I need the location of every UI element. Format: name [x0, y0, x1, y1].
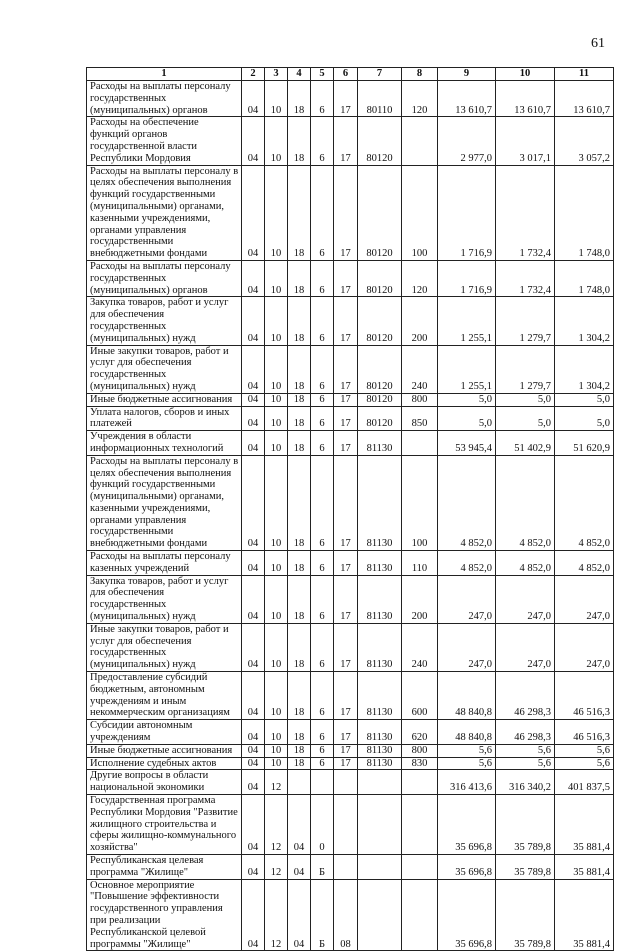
- header-cell: 8: [402, 68, 438, 81]
- subprogram-cell: 6: [311, 117, 334, 165]
- program-cell: 04: [288, 795, 311, 855]
- table-row: [87, 297, 614, 345]
- row-name-cell: Другие вопросы в области национальной экономики: [87, 770, 242, 795]
- expense-type-cell: [402, 431, 438, 456]
- direction-cell: 80120: [358, 260, 402, 296]
- row-name-cell: Иные бюджетные ассигнования: [87, 744, 242, 757]
- amount-year3-cell: 1 304,2: [555, 297, 614, 345]
- expense-type-cell: 100: [402, 455, 438, 550]
- direction-cell: 80110: [358, 81, 402, 117]
- header-cell: 4: [288, 68, 311, 81]
- event-cell: 17: [334, 117, 358, 165]
- table-row: [87, 551, 614, 576]
- direction-cell: 81130: [358, 744, 402, 757]
- program-cell: 18: [288, 757, 311, 770]
- row-name-cell: Расходы на выплаты персоналу государственных (муниципальных) органов: [87, 81, 242, 117]
- table-row: [87, 431, 614, 456]
- direction-cell: 81130: [358, 551, 402, 576]
- direction-cell: 80120: [358, 117, 402, 165]
- section-cell: 04: [242, 744, 265, 757]
- subsection-cell: 12: [265, 795, 288, 855]
- amount-year2-cell: 5,0: [496, 406, 555, 431]
- amount-year2-cell: 46 298,3: [496, 720, 555, 745]
- event-cell: 17: [334, 393, 358, 406]
- section-cell: 04: [242, 720, 265, 745]
- amount-year2-cell: 3 017,1: [496, 117, 555, 165]
- budget-table: [86, 67, 614, 951]
- amount-year3-cell: 4 852,0: [555, 455, 614, 550]
- header-cell: 1: [87, 68, 242, 81]
- section-cell: 04: [242, 623, 265, 671]
- subsection-cell: 10: [265, 81, 288, 117]
- program-cell: 18: [288, 720, 311, 745]
- direction-cell: 80120: [358, 393, 402, 406]
- amount-year1-cell: 4 852,0: [438, 551, 496, 576]
- section-cell: 04: [242, 81, 265, 117]
- direction-cell: 81130: [358, 672, 402, 720]
- amount-year1-cell: 35 696,8: [438, 795, 496, 855]
- amount-year2-cell: 1 279,7: [496, 297, 555, 345]
- table-row: [87, 879, 614, 951]
- event-cell: 17: [334, 81, 358, 117]
- amount-year1-cell: 53 945,4: [438, 431, 496, 456]
- program-cell: 18: [288, 551, 311, 576]
- direction-cell: 81130: [358, 575, 402, 623]
- subsection-cell: 10: [265, 345, 288, 393]
- section-cell: 04: [242, 855, 265, 880]
- row-name-cell: Расходы на выплаты персоналу в целях обеспечения выполнения функций государственными (муниципальными) органами, казенными учреждениями, органами управления государственными внебюджетными фондами: [87, 455, 242, 550]
- event-cell: 17: [334, 431, 358, 456]
- section-cell: 04: [242, 795, 265, 855]
- amount-year2-cell: 13 610,7: [496, 81, 555, 117]
- expense-type-cell: 240: [402, 623, 438, 671]
- amount-year1-cell: 35 696,8: [438, 855, 496, 880]
- row-name-cell: Основное мероприятие "Повышение эффективности государственного управления при реализации Республиканской целевой программы "Жилище": [87, 879, 242, 951]
- expense-type-cell: 110: [402, 551, 438, 576]
- amount-year3-cell: 51 620,9: [555, 431, 614, 456]
- table-row: [87, 757, 614, 770]
- direction-cell: 81130: [358, 720, 402, 745]
- event-cell: 17: [334, 623, 358, 671]
- subprogram-cell: 6: [311, 623, 334, 671]
- amount-year2-cell: 316 340,2: [496, 770, 555, 795]
- amount-year1-cell: 5,6: [438, 744, 496, 757]
- section-cell: 04: [242, 260, 265, 296]
- program-cell: 04: [288, 855, 311, 880]
- expense-type-cell: [402, 117, 438, 165]
- amount-year1-cell: 247,0: [438, 623, 496, 671]
- program-cell: 18: [288, 81, 311, 117]
- amount-year3-cell: 46 516,3: [555, 672, 614, 720]
- row-name-cell: Закупка товаров, работ и услуг для обеспечения государственных (муниципальных) нужд: [87, 297, 242, 345]
- row-name-cell: Иные бюджетные ассигнования: [87, 393, 242, 406]
- amount-year3-cell: 5,6: [555, 744, 614, 757]
- amount-year1-cell: 1 255,1: [438, 297, 496, 345]
- expense-type-cell: 100: [402, 165, 438, 260]
- expense-type-cell: 800: [402, 393, 438, 406]
- direction-cell: 81130: [358, 757, 402, 770]
- amount-year3-cell: 5,0: [555, 406, 614, 431]
- subprogram-cell: 6: [311, 672, 334, 720]
- subprogram-cell: 6: [311, 345, 334, 393]
- amount-year2-cell: 1 732,4: [496, 260, 555, 296]
- amount-year1-cell: 4 852,0: [438, 455, 496, 550]
- subprogram-cell: 6: [311, 393, 334, 406]
- subprogram-cell: 6: [311, 165, 334, 260]
- table-row: [87, 672, 614, 720]
- event-cell: 17: [334, 297, 358, 345]
- subprogram-cell: 6: [311, 455, 334, 550]
- row-name-cell: Расходы на выплаты персоналу в целях обеспечения выполнения функций государственными (муниципальными) органами, казенными учреждениями, органами управления государственными внебюджетными фондами: [87, 165, 242, 260]
- event-cell: 17: [334, 345, 358, 393]
- amount-year3-cell: 35 881,4: [555, 795, 614, 855]
- subsection-cell: 10: [265, 757, 288, 770]
- amount-year3-cell: 4 852,0: [555, 551, 614, 576]
- amount-year2-cell: 35 789,8: [496, 795, 555, 855]
- amount-year1-cell: 5,0: [438, 406, 496, 431]
- table-row: [87, 575, 614, 623]
- row-name-cell: Учреждения в области информационных технологий: [87, 431, 242, 456]
- event-cell: 17: [334, 455, 358, 550]
- amount-year1-cell: 35 696,8: [438, 879, 496, 951]
- subsection-cell: 12: [265, 855, 288, 880]
- section-cell: 04: [242, 431, 265, 456]
- section-cell: 04: [242, 406, 265, 431]
- amount-year3-cell: 247,0: [555, 575, 614, 623]
- event-cell: 17: [334, 165, 358, 260]
- expense-type-cell: [402, 795, 438, 855]
- table-row: [87, 855, 614, 880]
- program-cell: 18: [288, 165, 311, 260]
- amount-year3-cell: 5,6: [555, 757, 614, 770]
- subprogram-cell: 6: [311, 720, 334, 745]
- expense-type-cell: 600: [402, 672, 438, 720]
- subsection-cell: 12: [265, 879, 288, 951]
- amount-year3-cell: 1 304,2: [555, 345, 614, 393]
- program-cell: 18: [288, 117, 311, 165]
- amount-year1-cell: 5,0: [438, 393, 496, 406]
- subsection-cell: 10: [265, 260, 288, 296]
- event-cell: 17: [334, 757, 358, 770]
- program-cell: 18: [288, 393, 311, 406]
- subsection-cell: 10: [265, 575, 288, 623]
- amount-year1-cell: 5,6: [438, 757, 496, 770]
- amount-year3-cell: 3 057,2: [555, 117, 614, 165]
- direction-cell: 80120: [358, 297, 402, 345]
- table-row: [87, 744, 614, 757]
- row-name-cell: Расходы на выплаты персоналу казенных учреждений: [87, 551, 242, 576]
- subprogram-cell: 6: [311, 575, 334, 623]
- expense-type-cell: [402, 770, 438, 795]
- subsection-cell: 10: [265, 393, 288, 406]
- subsection-cell: 10: [265, 551, 288, 576]
- row-name-cell: Предоставление субсидий бюджетным, автономным учреждениям и иным некоммерческим организациям: [87, 672, 242, 720]
- table-row: [87, 455, 614, 550]
- event-cell: 17: [334, 744, 358, 757]
- amount-year3-cell: 5,0: [555, 393, 614, 406]
- amount-year2-cell: 5,0: [496, 393, 555, 406]
- table-row: [87, 393, 614, 406]
- section-cell: 04: [242, 879, 265, 951]
- row-name-cell: Республиканская целевая программа "Жилище": [87, 855, 242, 880]
- amount-year2-cell: 5,6: [496, 757, 555, 770]
- program-cell: 18: [288, 623, 311, 671]
- table-row: [87, 406, 614, 431]
- event-cell: 17: [334, 406, 358, 431]
- section-cell: 04: [242, 551, 265, 576]
- table-row: [87, 795, 614, 855]
- table-row: [87, 117, 614, 165]
- program-cell: 18: [288, 455, 311, 550]
- amount-year1-cell: 13 610,7: [438, 81, 496, 117]
- event-cell: [334, 855, 358, 880]
- amount-year2-cell: 247,0: [496, 623, 555, 671]
- amount-year2-cell: 1 732,4: [496, 165, 555, 260]
- table-row: [87, 720, 614, 745]
- header-cell: 9: [438, 68, 496, 81]
- event-cell: [334, 795, 358, 855]
- header-cell: 11: [555, 68, 614, 81]
- amount-year1-cell: 48 840,8: [438, 720, 496, 745]
- page-number: 61: [591, 36, 605, 51]
- subsection-cell: 10: [265, 431, 288, 456]
- subsection-cell: 12: [265, 770, 288, 795]
- section-cell: 04: [242, 575, 265, 623]
- row-name-cell: Уплата налогов, сборов и иных платежей: [87, 406, 242, 431]
- amount-year3-cell: 13 610,7: [555, 81, 614, 117]
- amount-year2-cell: 35 789,8: [496, 855, 555, 880]
- subprogram-cell: 6: [311, 297, 334, 345]
- subprogram-cell: 6: [311, 744, 334, 757]
- event-cell: 17: [334, 720, 358, 745]
- direction-cell: 81130: [358, 455, 402, 550]
- amount-year3-cell: 46 516,3: [555, 720, 614, 745]
- subprogram-cell: [311, 770, 334, 795]
- section-cell: 04: [242, 393, 265, 406]
- subsection-cell: 10: [265, 720, 288, 745]
- expense-type-cell: 120: [402, 81, 438, 117]
- expense-type-cell: 800: [402, 744, 438, 757]
- table-row: [87, 770, 614, 795]
- section-cell: 04: [242, 455, 265, 550]
- row-name-cell: Государственная программа Республики Мордовия "Развитие жилищного строительства и сферы жилищно-коммунального хозяйства": [87, 795, 242, 855]
- expense-type-cell: 240: [402, 345, 438, 393]
- subprogram-cell: 6: [311, 81, 334, 117]
- expense-type-cell: 830: [402, 757, 438, 770]
- section-cell: 04: [242, 297, 265, 345]
- amount-year1-cell: 247,0: [438, 575, 496, 623]
- event-cell: 17: [334, 551, 358, 576]
- event-cell: 08: [334, 879, 358, 951]
- row-name-cell: Субсидии автономным учреждениям: [87, 720, 242, 745]
- section-cell: 04: [242, 165, 265, 260]
- direction-cell: 81130: [358, 431, 402, 456]
- program-cell: 18: [288, 672, 311, 720]
- event-cell: 17: [334, 260, 358, 296]
- program-cell: 04: [288, 879, 311, 951]
- amount-year1-cell: 2 977,0: [438, 117, 496, 165]
- table-row: [87, 345, 614, 393]
- row-name-cell: Иные закупки товаров, работ и услуг для обеспечения государственных (муниципальных) нужд: [87, 345, 242, 393]
- table-header-row: [87, 68, 614, 81]
- expense-type-cell: 850: [402, 406, 438, 431]
- subprogram-cell: 0: [311, 795, 334, 855]
- table-row: [87, 260, 614, 296]
- row-name-cell: Иные закупки товаров, работ и услуг для обеспечения государственных (муниципальных) нужд: [87, 623, 242, 671]
- amount-year1-cell: 48 840,8: [438, 672, 496, 720]
- subprogram-cell: Б: [311, 879, 334, 951]
- event-cell: 17: [334, 575, 358, 623]
- subsection-cell: 10: [265, 297, 288, 345]
- direction-cell: [358, 795, 402, 855]
- subsection-cell: 10: [265, 406, 288, 431]
- event-cell: [334, 770, 358, 795]
- expense-type-cell: 200: [402, 575, 438, 623]
- header-cell: 2: [242, 68, 265, 81]
- program-cell: [288, 770, 311, 795]
- program-cell: 18: [288, 297, 311, 345]
- amount-year2-cell: 35 789,8: [496, 879, 555, 951]
- header-cell: 6: [334, 68, 358, 81]
- section-cell: 04: [242, 672, 265, 720]
- section-cell: 04: [242, 770, 265, 795]
- section-cell: 04: [242, 757, 265, 770]
- header-cell: 7: [358, 68, 402, 81]
- subprogram-cell: 6: [311, 551, 334, 576]
- program-cell: 18: [288, 406, 311, 431]
- amount-year3-cell: 1 748,0: [555, 260, 614, 296]
- expense-type-cell: [402, 855, 438, 880]
- subsection-cell: 10: [265, 623, 288, 671]
- expense-type-cell: 200: [402, 297, 438, 345]
- event-cell: 17: [334, 672, 358, 720]
- header-cell: 10: [496, 68, 555, 81]
- direction-cell: [358, 855, 402, 880]
- subprogram-cell: 6: [311, 757, 334, 770]
- direction-cell: [358, 770, 402, 795]
- subprogram-cell: 6: [311, 406, 334, 431]
- subsection-cell: 10: [265, 165, 288, 260]
- subsection-cell: 10: [265, 744, 288, 757]
- program-cell: 18: [288, 260, 311, 296]
- subprogram-cell: Б: [311, 855, 334, 880]
- table-row: [87, 165, 614, 260]
- amount-year2-cell: 46 298,3: [496, 672, 555, 720]
- row-name-cell: Исполнение судебных актов: [87, 757, 242, 770]
- header-cell: 3: [265, 68, 288, 81]
- amount-year2-cell: 4 852,0: [496, 455, 555, 550]
- section-cell: 04: [242, 345, 265, 393]
- header-cell: 5: [311, 68, 334, 81]
- row-name-cell: Закупка товаров, работ и услуг для обеспечения государственных (муниципальных) нужд: [87, 575, 242, 623]
- amount-year2-cell: 4 852,0: [496, 551, 555, 576]
- direction-cell: 80120: [358, 345, 402, 393]
- table-row: [87, 623, 614, 671]
- amount-year3-cell: 247,0: [555, 623, 614, 671]
- program-cell: 18: [288, 744, 311, 757]
- section-cell: 04: [242, 117, 265, 165]
- subsection-cell: 10: [265, 672, 288, 720]
- amount-year1-cell: 1 255,1: [438, 345, 496, 393]
- amount-year2-cell: 1 279,7: [496, 345, 555, 393]
- subsection-cell: 10: [265, 117, 288, 165]
- program-cell: 18: [288, 431, 311, 456]
- amount-year3-cell: 401 837,5: [555, 770, 614, 795]
- expense-type-cell: 620: [402, 720, 438, 745]
- table-row: [87, 81, 614, 117]
- direction-cell: [358, 879, 402, 951]
- subprogram-cell: 6: [311, 260, 334, 296]
- direction-cell: 80120: [358, 165, 402, 260]
- direction-cell: 81130: [358, 623, 402, 671]
- amount-year3-cell: 1 748,0: [555, 165, 614, 260]
- amount-year1-cell: 1 716,9: [438, 165, 496, 260]
- program-cell: 18: [288, 575, 311, 623]
- row-name-cell: Расходы на выплаты персоналу государственных (муниципальных) органов: [87, 260, 242, 296]
- amount-year3-cell: 35 881,4: [555, 879, 614, 951]
- amount-year2-cell: 247,0: [496, 575, 555, 623]
- amount-year1-cell: 316 413,6: [438, 770, 496, 795]
- amount-year3-cell: 35 881,4: [555, 855, 614, 880]
- amount-year2-cell: 5,6: [496, 744, 555, 757]
- direction-cell: 80120: [358, 406, 402, 431]
- program-cell: 18: [288, 345, 311, 393]
- subprogram-cell: 6: [311, 431, 334, 456]
- expense-type-cell: 120: [402, 260, 438, 296]
- expense-type-cell: [402, 879, 438, 951]
- amount-year2-cell: 51 402,9: [496, 431, 555, 456]
- subsection-cell: 10: [265, 455, 288, 550]
- row-name-cell: Расходы на обеспечение функций органов государственной власти Республики Мордовия: [87, 117, 242, 165]
- amount-year1-cell: 1 716,9: [438, 260, 496, 296]
